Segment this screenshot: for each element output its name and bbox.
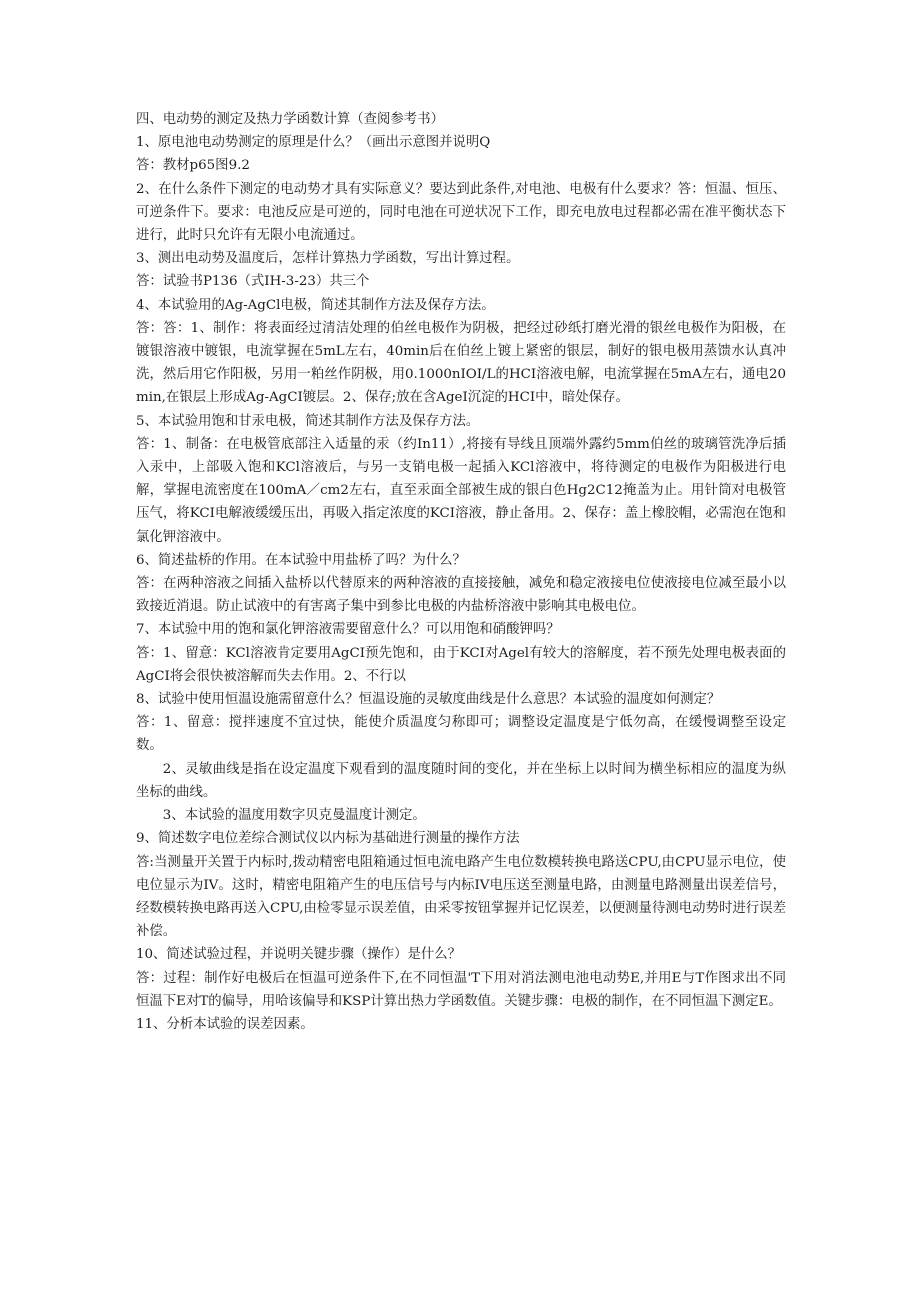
document-page [136, 108, 786, 1036]
question-8: 8、试验中使用恒温设施需留意什么？恒温设施的灵敏度曲线是什么意思？本试验的温度如何测定？ [136, 692, 721, 708]
answer-8-part-3: 3、本试验的温度用数字贝克曼温度计测定。 [162, 808, 426, 824]
question-1: 1、原电池电动势测定的原理是什么？（画出示意图并说明Q [136, 135, 491, 151]
answer-3: 答：试验书P136（式IH-3-23）共三个 [136, 274, 370, 290]
question-7: 7、本试验中用的饱和氯化钾溶液需要留意什么？可以用饱和硝酸钾吗？ [136, 622, 560, 638]
answer-7: 答：1、留意：KCl溶液肯定要用AgCI预先饱和，由于KCI对Agel有较大的溶解度，若不预先处理电极表面的AgCI将会很快被溶解而失去作用。2、不行以 [136, 645, 786, 684]
question-11: 11、分析本试验的误差因素。 [136, 1016, 314, 1032]
section-heading: 四、电动势的测定及热力学函数计算（查阅参考书） [136, 112, 444, 127]
answer-4: 答：答：1、制作：将表面经过清洁处理的伯丝电极作为阴极，把经过砂纸打磨光滑的银丝电极作为阳极，在镀银溶液中镀银，电流掌握在5mL左右，40min后在伯丝上镀上紧密的银层，制好的银电极用蒸馈水认真冲洗，然后用它作阳极，另用一粕丝作阴极，用0.1000nIOI/L的HCI溶液电解，电流掌握在5mA左右，通电20min,在银层上形成Ag-AgCI镀层。2、保存;放在含AgeI沉淀的HCI中，暗处保存。 [136, 320, 786, 406]
question-5: 5、本试验用饱和甘汞电极，简述其制作方法及保存方法。 [136, 413, 480, 429]
answer-8-part-2: 2、灵敏曲线是指在设定温度下观看到的温度随时间的变化，并在坐标上以时间为横坐标相应的温度为纵坐标的曲线。 [136, 761, 786, 800]
question-9: 9、简述数字电位差综合测试仪以内标为基础进行测量的操作方法 [136, 831, 520, 847]
question-4: 4、本试验用的Ag-AgCl电极，简述其制作方法及保存方法。 [136, 297, 495, 313]
answer-6: 答：在两种溶液之间插入盐桥以代替原来的两种溶液的直接接触，减免和稳定液接电位使液接电位减至最小以致接近消退。防止试液中的有害离子集中到参比电极的内盐桥溶液中影响其电极电位。 [136, 576, 786, 615]
answer-5: 答：1、制备：在电极管底部注入适量的汞（约In11）,将接有导线且顶端外露约5mm伯丝的玻璃管洗净后插入汞中，上部吸入饱和KCl溶液后，与另一支销电极一起插入KCl溶液中，将待测定的电极作为阳极进行电解，掌握电流密度在100mA／cm2左右，直至汞面全部被生成的银白色Hg2C12掩盖为止。用针筒对电极管压气，将KCI电解液缓缓压出，再吸入指定浓度的KCI溶液，静止备用。2、保存：盖上橡胶帽，必需泡在饱和氯化钾溶液中。 [136, 436, 786, 545]
question-10: 10、简述试验过程，并说明关键步骤（操作）是什么？ [136, 947, 462, 963]
question-2-with-answer: 2、在什么条件下测定的电动势才具有实际意义？要达到此条件,对电池、电极有什么要求？答：恒温、恒压、可逆条件下。要求：电池反应是可逆的，同时电池在可逆状况下工作，即充电放电过程都必需在准平衡状态下进行，此时只允许有无限小电流通过。 [136, 181, 786, 244]
question-3: 3、测出电动势及温度后，怎样计算热力学函数，写出计算过程。 [136, 251, 520, 267]
question-6: 6、简述盐桥的作用。在本试验中用盐桥了吗？为什么？ [136, 552, 466, 568]
answer-1: 答：教材p65图9.2 [136, 158, 250, 174]
answer-10: 答：过程：制作好电极后在恒温可逆条件下,在不同恒温'T下用对消法测电池电动势E,并用E与T作图求出不同恒温下E对T的偏导，用哈该偏导和KSP计算出热力学函数值。关键步骤：电极的制作，在不同恒温下测定E。 [136, 970, 786, 1009]
answer-8-part-1: 答：1、留意：搅拌速度不宜过快，能使介质温度匀称即可；调整设定温度是宁低勿高，在缓慢调整至设定数。 [136, 715, 786, 754]
answer-9: 答:当测量开关置于内标时,拨动精密电阻箱通过恒电流电路产生电位数模转换电路送CPU,由CPU显示电位，使电位显示为IV。这时，精密电阻箱产生的电压信号与内标IV电压送至测量电路，由测量电路测量出误差信号，经数模转换电路再送入CPU,由检零显示误差值，由采零按钮掌握并记忆误差，以便测量待测电动势时进行误差补偿。 [136, 854, 786, 940]
